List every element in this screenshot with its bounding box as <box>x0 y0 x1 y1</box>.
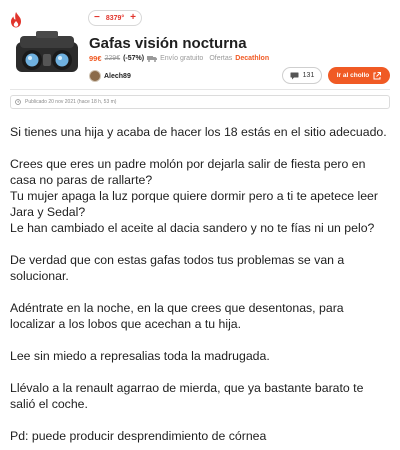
flame-icon <box>9 12 23 28</box>
store-link[interactable]: Decathlon <box>235 55 270 62</box>
truck-icon <box>147 55 157 62</box>
avatar <box>89 70 101 82</box>
description-paragraph: De verdad que con estas gafas todos tus problemas se van a solucionar. <box>10 253 345 283</box>
description-paragraph: Lee sin miedo a represalias toda la madrugada. <box>10 349 270 363</box>
published-date: Publicado 20 nov 2021 (hace 18 h, 53 m) <box>25 99 117 105</box>
posted-by[interactable] <box>89 70 131 82</box>
description-paragraph: Pd: puede producir desprendimiento de córnea <box>10 429 267 443</box>
username[interactable]: Alech89 <box>104 72 131 80</box>
store-label: Ofertas <box>209 55 233 62</box>
deal-header <box>0 0 400 120</box>
vote-down-button[interactable]: − <box>94 12 100 23</box>
published-info <box>10 95 390 109</box>
goto-deal-button[interactable] <box>328 67 390 84</box>
discount: (-57%) <box>123 55 145 62</box>
description-paragraph: Crees que eres un padre molón por dejarla salir de fiesta pero en casa no paras de rallarte? Tu mujer apaga la luz porque quiere dormir pero a ti te apetece leer Jara y Sedal? Le han cambiado el aceite al dacia sandero y no te fías ni un pelo? <box>10 157 378 235</box>
speech-bubble-icon <box>290 72 299 80</box>
vote-up-button[interactable]: + <box>130 12 136 23</box>
goto-deal-label: Ir al chollo <box>336 72 370 79</box>
description-paragraph: Si tienes una hija y acaba de hacer los 18 estás en el sitio adecuado. <box>10 125 387 139</box>
shipping-info: Envío gratuito <box>160 55 204 62</box>
old-price: 229€ <box>104 55 121 62</box>
price-row <box>89 54 269 63</box>
temperature-voter <box>88 10 142 26</box>
deal-description <box>10 124 392 450</box>
comments-count: 131 <box>302 72 315 79</box>
deal-title[interactable]: Gafas visión nocturna <box>89 35 247 52</box>
price: 99€ <box>89 54 102 63</box>
description-paragraph: Adéntrate en la noche, en la que crees que desentonas, para localizar a los lobos que acechan a tu hija. <box>10 301 344 331</box>
temperature-value: 8379° <box>105 14 125 22</box>
product-image[interactable] <box>10 28 84 78</box>
clock-icon <box>15 99 21 105</box>
divider <box>10 89 390 90</box>
comments-button[interactable] <box>282 67 322 84</box>
external-link-icon <box>373 72 381 80</box>
description-paragraph: Llévalo a la renault agarrao de mierda, que ya bastante barato te salió el coche. <box>10 381 364 411</box>
